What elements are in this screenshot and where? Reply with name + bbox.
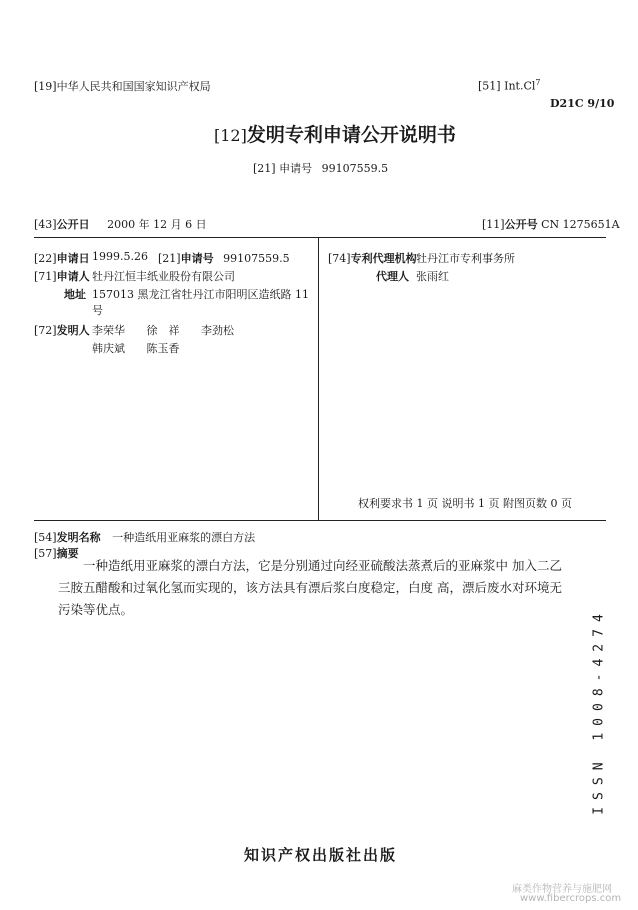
agent-value: 张雨红 (416, 270, 449, 283)
abstract-body (58, 555, 570, 621)
inventor-name: 韩庆斌 (92, 342, 125, 355)
divider-bottom (34, 520, 606, 521)
app-no-row (158, 250, 290, 266)
inventor-name: 陈玉香 (146, 342, 180, 355)
publication-date-label: 公开日 (56, 218, 90, 231)
applicant-row (34, 268, 90, 284)
address-line2: 号 (92, 304, 103, 317)
inventor-code: [72] (34, 324, 57, 337)
publication-date-code: [43] (34, 218, 57, 231)
applicant-label: 申请人 (56, 270, 90, 283)
filing-date-label: 申请日 (56, 252, 90, 265)
filing-date-value: 1999.5.26 (92, 250, 148, 263)
invention-name-value: 一种造纸用亚麻浆的漂白方法 (112, 531, 256, 544)
watermark-line2: www.fibercrops.com (520, 893, 622, 904)
agency-value: 牡丹江市专利事务所 (416, 252, 515, 265)
app-no-value: 99107559.5 (223, 252, 290, 265)
int-cl-line (478, 78, 540, 93)
abstract-text: 一种造纸用亚麻浆的漂白方法，它是分别通过向经亚硫酸法蒸煮后的亚麻浆中 加入二乙三胺五醋酸和过氧化氢而实现的，该方法具有漂后浆白度稳定，白度 高，漂后废水对环境无污染等优点。 (58, 558, 562, 617)
agency-label: 专利代理机构 (350, 252, 417, 265)
watermark-line1: 麻类作物营养与施肥网 (512, 884, 612, 895)
inventor-name: 徐 祥 (146, 324, 180, 337)
agent-label: 代理人 (376, 270, 409, 283)
inventor-name: 李劲松 (201, 324, 234, 337)
header-app-label: 申请号 (279, 162, 313, 175)
divider-top (34, 237, 606, 238)
filing-date-code: [22] (34, 252, 57, 265)
inventor-label: 发明人 (56, 324, 90, 337)
title-code: [12] (214, 126, 247, 145)
inventors-line1 (92, 322, 234, 338)
header-app-code: [21] (253, 162, 276, 175)
issn-vertical (588, 607, 610, 815)
app-no-label: 申请号 (180, 252, 214, 265)
inventor-name: 李荣华 (92, 324, 125, 337)
agency-row (328, 250, 417, 266)
invention-name-label: 发明名称 (56, 531, 101, 544)
inventor-row (34, 322, 90, 338)
authority-name: 中华人民共和国国家知识产权局 (56, 80, 211, 93)
publication-number-value: CN 1275651A (541, 218, 620, 231)
page-counts: 权利要求书 1 页 说明书 1 页 附图页数 0 页 (358, 497, 572, 510)
abstract-code: [57] (34, 547, 57, 560)
publication-date-value: 2000 年 12 月 6 日 (107, 218, 207, 231)
authority-code: [19] (34, 80, 57, 93)
applicant-value: 牡丹江恒丰纸业股份有限公司 (92, 270, 235, 283)
publisher: 知识产权出版社出版 (244, 846, 398, 864)
header-application-number (253, 160, 388, 176)
invention-name-code: [54] (34, 531, 57, 544)
agency-code: [74] (328, 252, 351, 265)
title-text: 发明专利申请公开说明书 (246, 124, 456, 146)
address-label: 地址 (64, 288, 86, 301)
abstract-label: 摘要 (56, 547, 79, 560)
classification: D21C 9/10 (550, 97, 615, 110)
document-title (214, 120, 456, 147)
int-cl-superscript: 7 (535, 78, 541, 87)
address-line1: 157013 黑龙江省牡丹江市阳明区造纸路 11 (92, 288, 309, 301)
inventors-line2 (92, 340, 180, 356)
app-no-code: [21] (158, 252, 181, 265)
column-divider (318, 237, 319, 520)
applicant-code: [71] (34, 270, 57, 283)
issn-text: ISSN 1008-4274 (591, 607, 607, 815)
invention-name-row (34, 529, 255, 545)
publication-number-label: 公开号 (504, 218, 538, 231)
publication-date (34, 216, 207, 232)
authority-line (34, 78, 211, 94)
filing-date-row (34, 250, 90, 266)
header-app-value: 99107559.5 (321, 162, 389, 175)
int-cl-code: [51] (478, 79, 501, 93)
int-cl-label: Int.Cl (504, 79, 536, 93)
publication-number (482, 216, 620, 232)
publication-number-code: [11] (482, 218, 505, 231)
